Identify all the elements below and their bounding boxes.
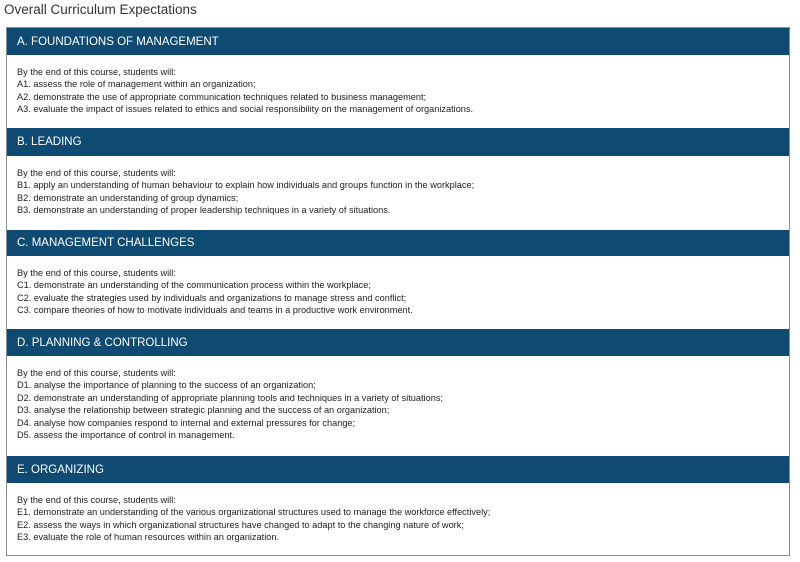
section-e-intro: By the end of this course, students will: [17,495,176,505]
section-c-header: C. MANAGEMENT CHALLENGES [7,230,789,256]
expectation-a1: A1. assess the role of management within an organization; [17,79,256,90]
section-e [7,456,789,555]
expectation-e2: E2. assess the ways in which organizational structures have changed to adapt to the changing nature of work; [17,519,464,530]
section-e-header: E. ORGANIZING [7,456,789,483]
section-a-header: A. FOUNDATIONS OF MANAGEMENT [7,28,789,55]
expectation-c2: C2. evaluate the strategies used by individuals and organizations to manage stress and conflict; [17,292,407,303]
expectation-c1: C1. demonstrate an understanding of the communication process within the workplace; [17,280,371,291]
section-b-body [7,156,789,230]
section-d-header: D. PLANNING & CONTROLLING [7,329,789,356]
expectation-a3: A3. evaluate the impact of issues related to ethics and social responsibility on the management of organizations. [17,104,474,115]
section-c [7,230,789,329]
section-d-intro: By the end of this course, students will: [17,368,176,378]
expectation-c3: C3. compare theories of how to motivate individuals and teams in a productive work environment. [17,305,413,316]
section-d [7,329,789,456]
section-a [7,28,789,128]
page-title: Overall Curriculum Expectations [4,2,197,17]
section-e-body [7,483,789,555]
expectation-b2: B2. demonstrate an understanding of group dynamics; [17,192,239,203]
expectation-d1: D1. analyse the importance of planning to the success of an organization; [17,380,316,391]
expectation-e1: E1. demonstrate an understanding of the various organizational structures used to manage the workforce effectively; [17,507,491,518]
section-b-header: B. LEADING [7,128,789,156]
expectation-d4: D4. analyse how companies respond to internal and external pressures for change; [17,417,356,428]
expectation-d5: D5. assess the importance of control in management. [17,430,235,441]
curriculum-table [6,27,790,556]
section-d-body [7,356,789,456]
expectation-e3: E3. evaluate the role of human resources within an organization. [17,532,280,543]
section-c-intro: By the end of this course, students will: [17,268,176,278]
section-b [7,128,789,230]
section-b-intro: By the end of this course, students will: [17,168,176,178]
expectation-d2: D2. demonstrate an understanding of appropriate planning tools and techniques in a variety of situations; [17,392,443,403]
expectation-b1: B1. apply an understanding of human behaviour to explain how individuals and groups function in the workplace; [17,180,475,191]
section-a-body [7,55,789,128]
section-a-intro: By the end of this course, students will: [17,67,176,77]
expectation-b3: B3. demonstrate an understanding of proper leadership techniques in a variety of situations. [17,205,391,216]
expectation-a2: A2. demonstrate the use of appropriate communication techniques related to business management; [17,91,427,102]
section-c-body [7,256,789,329]
expectation-d3: D3. analyse the relationship between strategic planning and the success of an organization; [17,405,390,416]
